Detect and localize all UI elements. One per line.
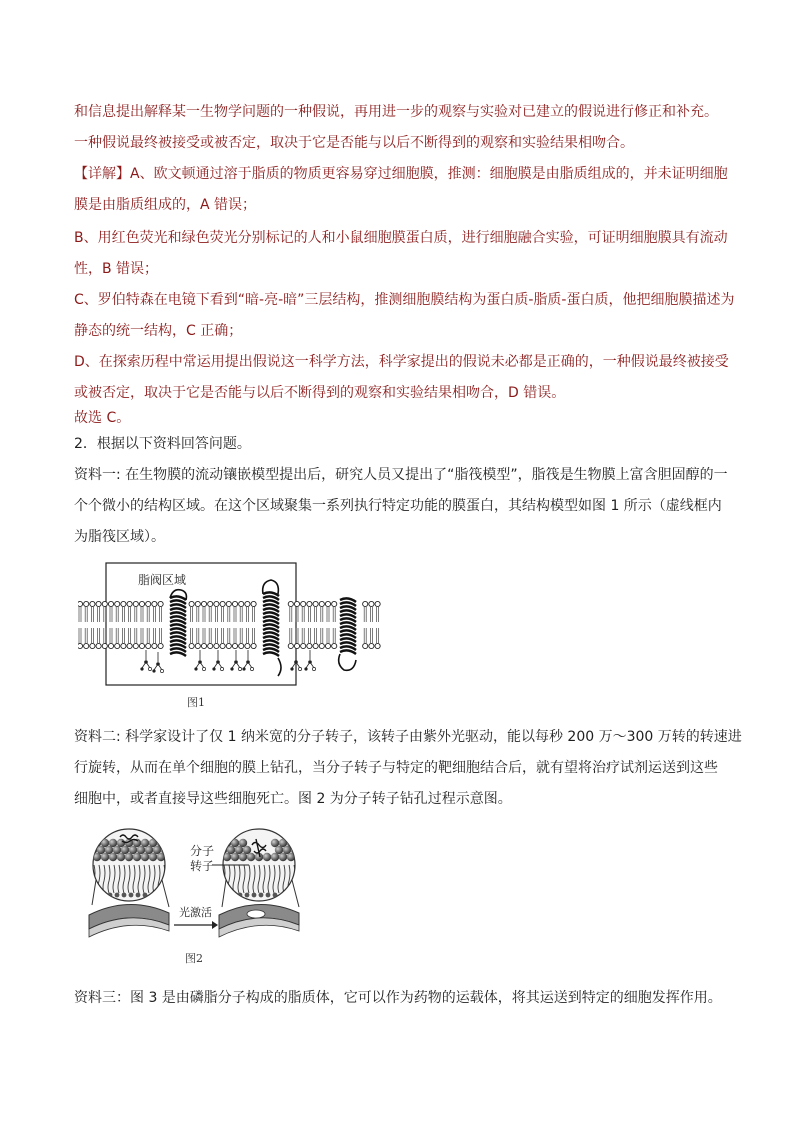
material-1-line-2: 个个微小的结构区域。在这个区域聚集一系列执行特定功能的膜蛋白，其结构模型如图 1 所示（虚线框内 [74, 498, 722, 514]
rotor-label-line-2: 转子 [190, 859, 215, 873]
text-line-9: D、在探索历程中常运用提出假说这一科学方法，科学家提出的假说未必都是正确的，一种假说最终被接受 [74, 354, 729, 370]
material-2-line-2: 行旋转，从而在单个细胞的膜上钻孔，当分子转子与特定的靶细胞结合后，就有望将治疗试剂运送到这些 [74, 760, 718, 776]
text-line-1: 和信息提出解释某一生物学问题的一种假说，再用进一步的观察与实验对已建立的假说进行修正和补充。 [74, 104, 718, 120]
material-1-line-3: 为脂筏区域）。 [74, 529, 165, 545]
material-2-line-1: 资料二: 科学家设计了仅 1 纳米宽的分子转子，该转子由紫外光驱动，能以每秒 200 万～300 万转的转速进 [74, 729, 742, 745]
text-line-10: 或被否定，取决于它是否能与以后不断得到的观察和实验结果相吻合，D 错误。 [74, 385, 566, 401]
figure-2-rotor-process [84, 825, 314, 945]
material-2-line-3: 细胞中，或者直接导这些细胞死亡。图 2 为分子转子钻孔过程示意图。 [74, 791, 512, 807]
figure-2-caption: 图2 [185, 952, 203, 965]
figure-1-membrane [78, 560, 388, 690]
material-1-line-1: 资料一: 在生物膜的流动镶嵌模型提出后，研究人员又提出了“脂筏模型”，脂筏是生物膜上富含胆固醇的一 [74, 467, 728, 483]
text-line-3-body: A、欧文顿通过溶于脂质的物质更容易穿过细胞膜，推测：细胞膜是由脂质组成的，并未证明细胞 [130, 166, 728, 182]
text-line-6: 性，B 错误； [74, 261, 159, 277]
detail-tag: 【详解】 [74, 166, 130, 182]
text-line-7: C、罗伯特森在电镜下看到“暗-亮-暗”三层结构，推测细胞膜结构为蛋白质-脂质-蛋白质，他把细胞膜描述为 [74, 292, 735, 308]
figure-1-caption: 图1 [187, 696, 205, 709]
text-line-8: 静态的统一结构，C 正确； [74, 323, 243, 339]
text-line-2: 一种假说最终被接受或被否定，取决于它是否能与以后不断得到的观察和实验结果相吻合。 [74, 135, 634, 151]
rotor-label [190, 844, 214, 874]
text-line-11: 故选 C。 [74, 410, 131, 426]
question-2-title: 2．根据以下资料回答问题。 [74, 436, 251, 452]
rotor-label-line-1: 分子 [190, 844, 215, 858]
text-line-3 [74, 164, 728, 184]
text-line-5: B、用红色荧光和绿色荧光分别标记的人和小鼠细胞膜蛋白质，进行细胞融合实验，可证明细胞膜具有流动 [74, 230, 728, 246]
material-3-line: 资料三：图 3 是由磷脂分子构成的脂质体，它可以作为药物的运载体，将其运送到特定的细胞发挥作用。 [74, 990, 722, 1006]
raft-region-label: 脂阀区域 [138, 573, 187, 587]
light-activation-label: 光激活 [179, 906, 212, 919]
text-line-4: 膜是由脂质组成的，A 错误； [74, 197, 257, 213]
